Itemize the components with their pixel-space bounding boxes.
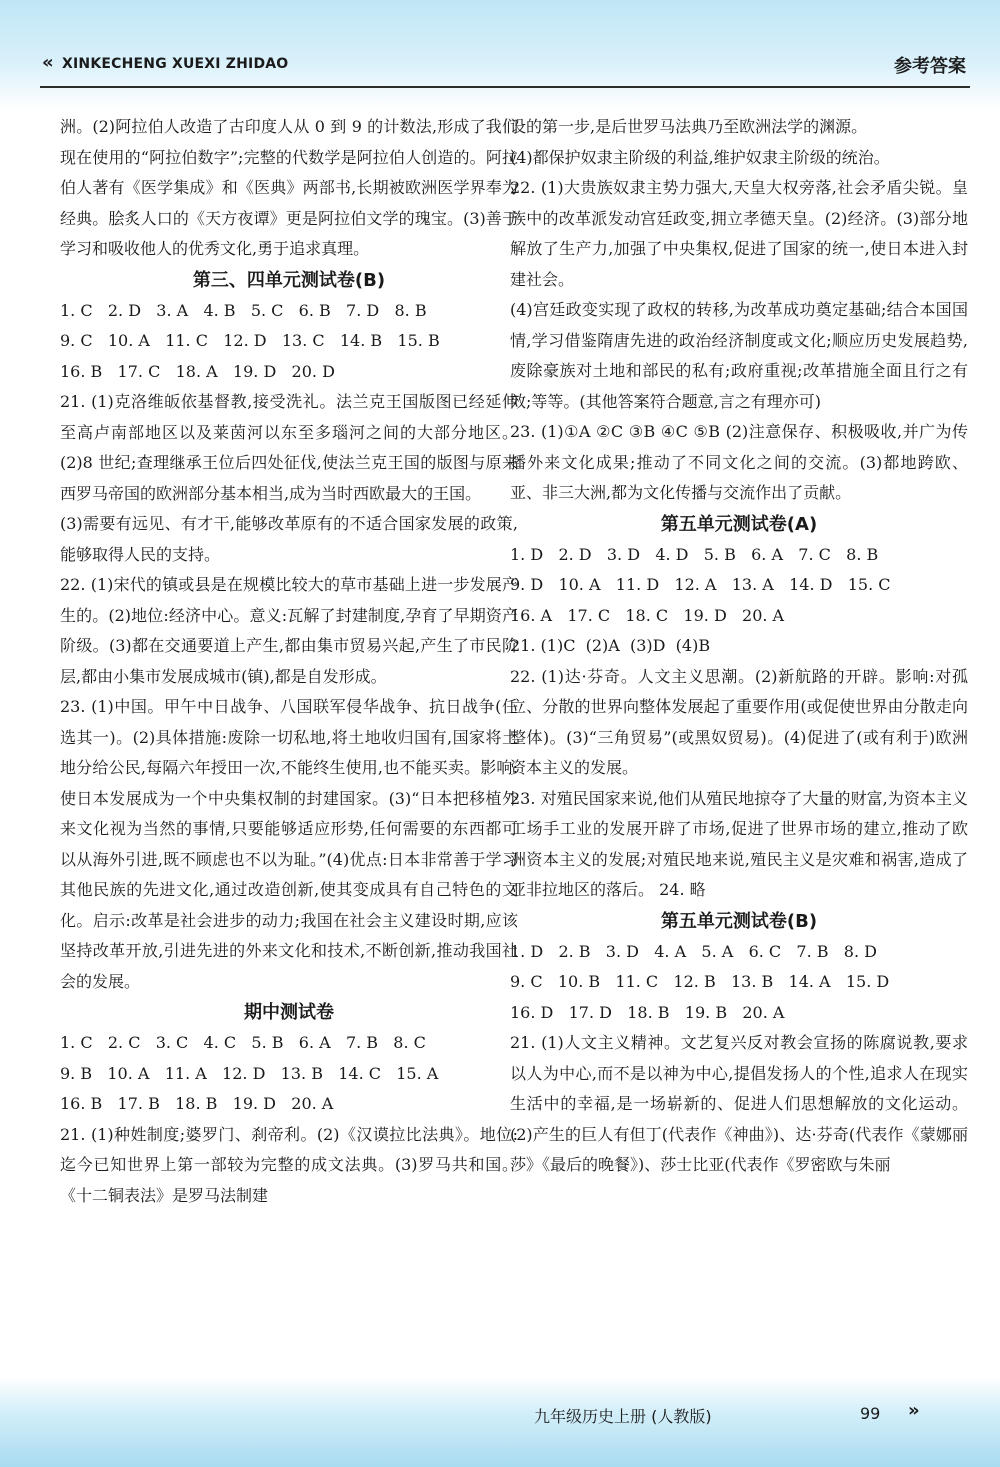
answer-paragraph: 23. (1)①A ②C ③B ④C ⑤B (2)注意保存、积极吸收,并广为传播外来文化成果;推动了不同文化之间的交流。(3)都地跨欧、亚、非三大洲,都为文化传播与交流作出了贡献。 [510,422,968,502]
answer-key-row: 1. D 2. B 3. D 4. A 5. A 6. C 7. B 8. D [510,941,877,961]
left-column [60,112,518,1211]
answer-paragraph: 21. (1)人文主义精神。文艺复兴反对教会宣扬的陈腐说教,要求以人为中心,而不是以神为中心,提倡发扬人的个性,追求人在现实生活中的幸福,是一场崭新的、促进人们思想解放的文化运动。(2)产生的巨人有但丁(代表作《神曲》)、达·芬奇(代表作《蒙娜丽莎》《最后的晚餐》)、莎士比亚(代表作《罗密欧与朱丽 [510,1033,968,1174]
page-header [40,48,970,88]
answer-key-row: 1. C 2. C 3. C 4. C 5. B 6. A 7. B 8. C [60,1033,426,1052]
answer-key-row: 1. D 2. D 3. D 4. D 5. B 6. A 7. C 8. B [510,544,879,564]
answer-paragraph: 23. (1)中国。甲午中日战争、八国联军侵华战争、抗日战争(任选其一)。(2)具体措施:废除一切私地,将土地收归国有,国家将土地分给公民,每隔六年授田一次,不能终生使用,也不能买卖。影响:使日本发展成为一个中央集权制的封建国家。(3)“日本把移植外来文化视为当然的事情,只要能够适应形势,任何需要的东西都可以从海外引进,既不顾虑也不以为耻。”(4)优点:日本非常善于学习其他民族的先进文化,通过改造创新,使其变成具有自己特色的文化。启示:改革是社会进步的动力;我国在社会主义建设时期,应该坚持改革开放,引进先进的外来文化和技术,不断创新,推动我国社会的发展。 [60,697,518,991]
answer-key-row: 16. B 17. B 18. B 19. D 20. A [60,1094,334,1113]
answer-paragraph: (4)都保护奴隶主阶级的利益,维护奴隶主阶级的统治。 [510,147,890,167]
page-number: 99 [860,1404,881,1423]
answer-key-row: 16. A 17. C 18. C 19. D 20. A [510,605,785,625]
answer-paragraph: (3)需要有远见、有才干,能够改革原有的不适合国家发展的政策,能够取得人民的支持。 [60,514,518,564]
right-column [510,112,968,1181]
answer-paragraph: 22. (1)大贵族奴隶主势力强大,天皇大权旁落,社会矛盾尖锐。皇族中的改革派发动宫廷政变,拥立孝德天皇。(2)经济。(3)部分地解放了生产力,加强了中央集权,促进了国家的统一,使日本进入封建社会。 [510,178,968,289]
answer-paragraph: 23. 对殖民国家来说,他们从殖民地掠夺了大量的财富,为资本主义工场手工业的发展开辟了市场,促进了世界市场的建立,推动了欧洲资本主义的发展;对殖民地来说,殖民主义是灾难和祸害,造成了亚非拉地区的落后。 24. 略 [510,788,968,899]
answer-key-row: 9. C 10. B 11. C 12. B 13. B 14. A 15. D [510,972,890,991]
answer-key-row: 16. B 17. C 18. A 19. D 20. D [60,361,335,381]
book-title: 九年级历史上册 (人教版) [534,1407,712,1426]
answer-paragraph: 21. (1)种姓制度;婆罗门、刹帝利。(2)《汉谟拉比法典》。地位:迄今已知世界上第一部较为完整的成文法典。(3)罗马共和国。《十二铜表法》是罗马法制建 [60,1124,518,1205]
series-name: XINKECHENG XUEXI ZHIDAO [62,56,289,72]
footer-background [0,1377,1000,1467]
section-heading: 第五单元测试卷(A) [660,513,818,535]
answer-key-row: 21. (1)C (2)A (3)D (4)B [510,636,711,655]
answer-key-row: 9. D 10. A 11. D 12. A 13. A 14. D 15. C [510,575,891,594]
answer-paragraph: 洲。(2)阿拉伯人改造了古印度人从 0 到 9 的计数法,形成了我们现在使用的“阿拉伯数字”;完整的代数学是阿拉伯人创造的。阿拉伯人著有《医学集成》和《医典》两部书,长期被欧洲医学界奉为经典。脍炙人口的《天方夜谭》更是阿拉伯文学的瑰宝。(3)善于学习和吸收他人的优秀文化,勇于追求真理。 [60,117,518,258]
double-chevron-left-icon: « [42,52,54,73]
answer-paragraph: 21. (1)克洛维皈依基督教,接受洗礼。法兰克王国版图已经延伸至高卢南部地区以及莱茵河以东至多瑙河之间的大部分地区。(2)8 世纪;查理继承王位后四处征伐,使法兰克王国的版图与原来西罗马帝国的欧洲部分基本相当,成为当时西欧最大的王国。 [60,392,518,503]
answer-key-row: 1. C 2. D 3. A 4. B 5. C 6. B 7. D 8. B [60,300,427,320]
double-chevron-right-icon: » [908,1400,920,1421]
answer-paragraph: 设的第一步,是后世罗马法典乃至欧洲法学的渊源。 [510,117,868,136]
section-heading: 期中测试卷 [244,1002,334,1023]
answer-paragraph: (4)宫廷政变实现了政权的转移,为改革成功奠定基础;结合本国国情,学习借鉴隋唐先进的政治经济制度或文化;顺应历史发展趋势,废除豪族对土地和部民的私有;政府重视;改革措施全面且行之有效;等等。(其他答案符合题意,言之有理亦可) [510,300,968,411]
section-heading: 第三、四单元测试卷(B) [192,269,386,291]
section-heading: 第五单元测试卷(B) [660,910,818,932]
answer-key-row: 16. D 17. D 18. B 19. B 20. A [510,1002,785,1022]
section-title: 参考答案 [894,56,966,77]
answer-paragraph: 22. (1)宋代的镇或县是在规模比较大的草市基础上进一步发展产生的。(2)地位:经济中心。意义:瓦解了封建制度,孕育了早期资产阶级。(3)都在交通要道上产生,都由集市贸易兴起,产生了市民阶层,都由小集市发展成城市(镇),都是自发形成。 [60,575,518,686]
answer-paragraph: 22. (1)达·芬奇。人文主义思潮。(2)新航路的开辟。影响:对孤立、分散的世界向整体发展起了重要作用(或促使世界由分散走向整体)。(3)“三角贸易”(或黑奴贸易)。(4)促进了(或有利于)欧洲资本主义的发展。 [510,666,968,777]
answer-key-row: 9. C 10. A 11. C 12. D 13. C 14. B 15. B [60,331,440,350]
answer-key-row: 9. B 10. A 11. A 12. D 13. B 14. C 15. A [60,1063,439,1083]
